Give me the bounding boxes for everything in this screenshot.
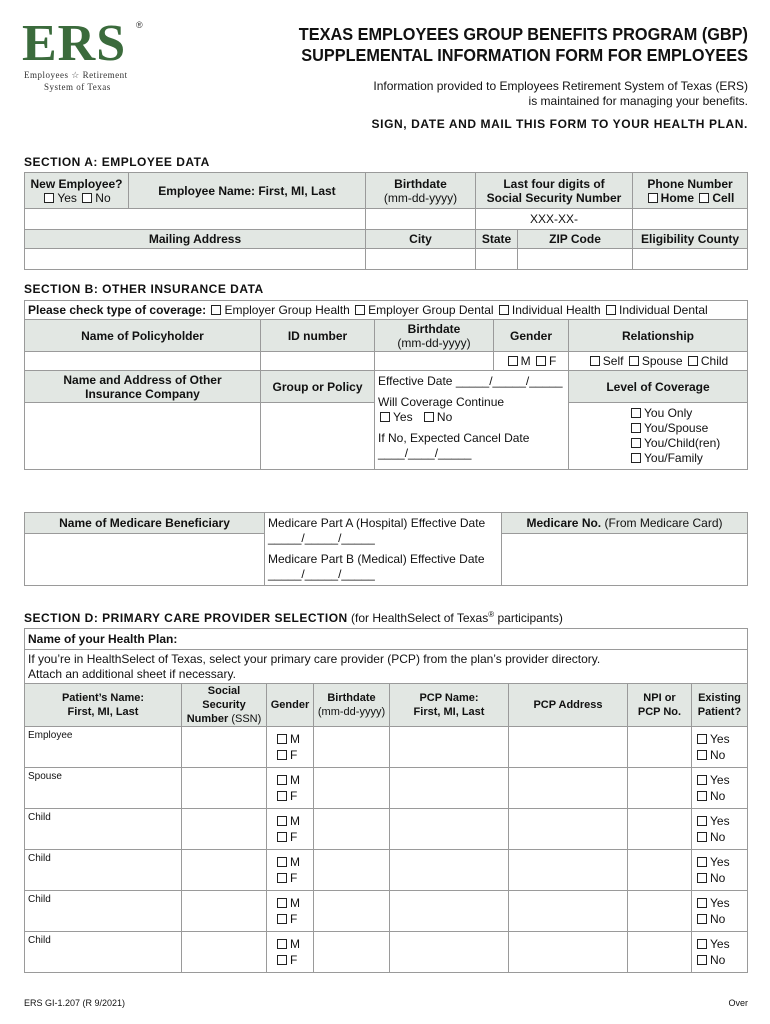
medicare-no-header [502, 513, 748, 534]
county-field[interactable] [633, 249, 748, 270]
pcp-name-header [390, 684, 509, 727]
patient-type-label: Child [28, 812, 51, 823]
level-label: You/Spouse [644, 421, 709, 435]
gender-m-checkbox[interactable] [508, 356, 518, 366]
no-label: No [436, 410, 453, 424]
you-spouse-checkbox[interactable] [631, 423, 641, 433]
medicare-table [24, 512, 748, 586]
if-no-label: If No, Expected Cancel Date [378, 431, 530, 445]
self-checkbox[interactable] [590, 356, 600, 366]
birthdate-format: (mm-dd-yyyy) [397, 335, 471, 350]
existing-options [692, 850, 748, 891]
logo-tagline [24, 70, 128, 81]
pcp-name-field[interactable] [390, 727, 509, 768]
m-label: M [290, 855, 300, 869]
coverage-type-label: Individual Health [511, 303, 601, 317]
existing-options [692, 727, 748, 768]
title-line1: TEXAS EMPLOYEES GROUP BENEFITS PROGRAM (GBP) [298, 24, 748, 44]
home-label: Home [660, 190, 694, 205]
phone-field[interactable] [633, 209, 748, 230]
section-d-heading: SECTION D: PRIMARY CARE PROVIDER SELECTION [24, 611, 348, 625]
city-field[interactable] [366, 249, 476, 270]
m-label: M [290, 732, 300, 746]
mailing-address-header: Mailing Address [25, 230, 366, 249]
ssn-field[interactable] [182, 891, 267, 932]
zip-field[interactable] [518, 249, 633, 270]
gender-m-checkbox[interactable] [277, 939, 287, 949]
section-d-title [24, 610, 563, 625]
npi-field[interactable] [628, 891, 692, 932]
npi-field[interactable] [628, 850, 692, 891]
patient-type-label: Child [28, 935, 51, 946]
existing-no-checkbox[interactable] [697, 791, 707, 801]
instruction-line1: If you’re in HealthSelect of Texas, select your primary care provider (PCP) from the plan’s provider directory. [28, 651, 601, 666]
pcp-name-field[interactable] [390, 768, 509, 809]
section-b-title: SECTION B: OTHER INSURANCE DATA [24, 282, 264, 296]
child-checkbox[interactable] [688, 356, 698, 366]
yes-label: Yes [710, 732, 730, 746]
ssn-line2: Social Security Number [486, 190, 622, 205]
f-label: F [549, 354, 557, 368]
col-line: PCP No. [637, 706, 682, 718]
patient-name-field[interactable] [25, 850, 182, 891]
logo-line1: Employees [24, 70, 69, 80]
birthdate-field[interactable] [314, 850, 390, 891]
patient-name-field[interactable] [25, 932, 182, 973]
m-label: M [290, 896, 300, 910]
existing-yes-checkbox[interactable] [697, 775, 707, 785]
col-line: First, MI, Last [413, 706, 485, 718]
patient-type-label: Employee [28, 730, 73, 741]
level-coverage-header: Level of Coverage [569, 371, 748, 403]
gender-col-header: Gender [267, 684, 314, 727]
col-line: Number [186, 713, 229, 725]
gender-f-checkbox[interactable] [277, 791, 287, 801]
no-label: No [710, 748, 726, 762]
you-family-checkbox[interactable] [631, 453, 641, 463]
pcp-address-field[interactable] [509, 932, 628, 973]
employee-name-header: Employee Name: First, MI, Last [129, 173, 366, 209]
birthdate-field[interactable] [314, 768, 390, 809]
ssn-field[interactable] [182, 932, 267, 973]
pcp-address-field[interactable] [509, 768, 628, 809]
ssn-field[interactable] [182, 727, 267, 768]
pcp-name-field[interactable] [390, 891, 509, 932]
pcp-name-field[interactable] [390, 809, 509, 850]
section-d-note-end: participants) [494, 611, 563, 625]
col-line: (mm-dd-yyyy) [317, 706, 386, 718]
pcp-address-field[interactable] [509, 891, 628, 932]
no-label: No [95, 190, 111, 205]
no-label: No [710, 871, 726, 885]
spouse-label: Spouse [641, 354, 683, 368]
part-a-label: Medicare Part A (Hospital) Effective Date [268, 516, 486, 530]
over-label: Over [728, 998, 748, 1008]
m-label: M [290, 937, 300, 951]
other-insurance-header [25, 371, 261, 403]
employer-health-checkbox[interactable] [211, 305, 221, 315]
new-employee-label: New Employee? [30, 176, 123, 191]
pcp-address-field[interactable] [509, 850, 628, 891]
existing-yes-checkbox[interactable] [697, 734, 707, 744]
yes-label: Yes [710, 773, 730, 787]
b-birthdate-header [375, 320, 494, 352]
coverage-type-label: Employer Group Health [224, 303, 350, 317]
f-label: F [290, 789, 298, 803]
state-field[interactable] [476, 249, 518, 270]
ssn-header [476, 173, 633, 209]
level-label: You/Child(ren) [644, 436, 721, 450]
coverage-dates-cell [375, 371, 569, 470]
gender-m-checkbox[interactable] [277, 775, 287, 785]
existing-no-checkbox[interactable] [697, 873, 707, 883]
gender-header: Gender [494, 320, 569, 352]
pcp-table-row [25, 932, 748, 973]
pcp-address-header: PCP Address [509, 684, 628, 727]
col-line: Birthdate [327, 692, 376, 704]
you-children-checkbox[interactable] [631, 438, 641, 448]
zip-header: ZIP Code [518, 230, 633, 249]
relationship-header: Relationship [569, 320, 748, 352]
gender-m-checkbox[interactable] [277, 734, 287, 744]
will-continue-label: Will Coverage Continue [378, 395, 505, 409]
logo-registered: ® [136, 20, 143, 30]
id-number-header: ID number [261, 320, 375, 352]
phone-home-checkbox[interactable] [648, 193, 658, 203]
plan-name-label: Name of your Health Plan: [28, 632, 178, 646]
ssn-field[interactable] [476, 209, 633, 230]
check-type-label: Please check type of coverage: [28, 303, 207, 317]
pcp-address-field[interactable] [509, 727, 628, 768]
phone-label: Phone Number [647, 176, 733, 191]
patient-name-field[interactable] [25, 727, 182, 768]
pcp-table-row [25, 727, 748, 768]
section-d-table [24, 628, 748, 973]
existing-yes-checkbox[interactable] [697, 816, 707, 826]
gender-f-checkbox[interactable] [277, 914, 287, 924]
existing-no-checkbox[interactable] [697, 750, 707, 760]
pcp-table-row [25, 850, 748, 891]
col-line: Patient’s Name: [61, 692, 145, 704]
coverage-type-label: Individual Dental [618, 303, 708, 317]
individual-dental-checkbox[interactable] [606, 305, 616, 315]
pcp-instructions [25, 650, 748, 684]
existing-options [692, 809, 748, 850]
birthdate-col-header [314, 684, 390, 727]
gender-f-checkbox[interactable] [536, 356, 546, 366]
gender-f-checkbox[interactable] [277, 750, 287, 760]
existing-yes-checkbox[interactable] [697, 939, 707, 949]
ssn-line1: Last four digits of [503, 176, 605, 191]
instruction-line2: Attach an additional sheet if necessary. [28, 666, 236, 681]
registered-mark: ® [488, 610, 495, 619]
state-header: State [476, 230, 518, 249]
no-label: No [710, 953, 726, 967]
birthdate-format: (mm-dd-yyyy) [383, 190, 458, 205]
you-only-checkbox[interactable] [631, 408, 641, 418]
npi-field[interactable] [628, 768, 692, 809]
phone-header [633, 173, 748, 209]
cell-label: Cell [712, 190, 735, 205]
existing-no-checkbox[interactable] [697, 914, 707, 924]
child-label: Child [700, 354, 729, 368]
yes-label: Yes [710, 855, 730, 869]
relationship-options [569, 352, 748, 371]
policyholder-header: Name of Policyholder [25, 320, 261, 352]
beneficiary-field[interactable] [25, 534, 265, 586]
section-d-note: (for HealthSelect of Texas [351, 611, 489, 625]
pcp-table-row [25, 809, 748, 850]
self-label: Self [602, 354, 624, 368]
group-policy-header: Group or Policy [261, 371, 375, 403]
existing-no-checkbox[interactable] [697, 955, 707, 965]
gender-options [494, 352, 569, 371]
existing-patient-header [692, 684, 748, 727]
b-birthdate-field[interactable] [375, 352, 494, 371]
f-label: F [290, 830, 298, 844]
patient-type-label: Child [28, 853, 51, 864]
patient-name-field[interactable] [25, 891, 182, 932]
gender-f-checkbox[interactable] [277, 873, 287, 883]
ssn-prefix: XXX-XX- [530, 212, 579, 226]
existing-options [692, 768, 748, 809]
birthdate-field[interactable] [366, 209, 476, 230]
gender-options [267, 932, 314, 973]
other-ins-line1: Name and Address of Other [63, 372, 222, 387]
gender-m-checkbox[interactable] [277, 898, 287, 908]
employee-name-field[interactable] [25, 209, 366, 230]
beneficiary-header: Name of Medicare Beneficiary [25, 513, 265, 534]
logo-line2: System of Texas [44, 82, 111, 92]
effective-date: Effective Date _____/_____/_____ [378, 374, 563, 388]
info-text [373, 79, 748, 109]
pcp-table-row [25, 891, 748, 932]
f-label: F [290, 953, 298, 967]
individual-health-checkbox[interactable] [499, 305, 509, 315]
pcp-name-field[interactable] [390, 932, 509, 973]
birthdate-field[interactable] [314, 727, 390, 768]
birthdate-label: Birthdate [394, 176, 447, 191]
gender-options [267, 768, 314, 809]
gender-options [267, 891, 314, 932]
texas-star-icon: ☆ [71, 70, 80, 80]
existing-yes-checkbox[interactable] [697, 898, 707, 908]
yes-label: Yes [710, 896, 730, 910]
m-label: M [290, 814, 300, 828]
coverage-type-label: Employer Group Dental [368, 303, 494, 317]
pcp-address-field[interactable] [509, 809, 628, 850]
medicare-dates-cell [265, 513, 502, 586]
logo-letters: ERS [22, 15, 127, 72]
npi-field[interactable] [628, 809, 692, 850]
existing-yes-checkbox[interactable] [697, 857, 707, 867]
level-options [569, 403, 748, 470]
col-line: First, MI, Last [67, 706, 139, 718]
col-line: Social Security [202, 685, 246, 711]
col-line: NPI or [643, 692, 676, 704]
info-line1: Information provided to Employees Retirement System of Texas (ERS) [373, 79, 748, 93]
title-line2: SUPPLEMENTAL INFORMATION FORM FOR EMPLOYEES [301, 45, 748, 65]
gender-f-checkbox[interactable] [277, 955, 287, 965]
health-plan-name-row[interactable] [25, 629, 748, 650]
gender-options [267, 727, 314, 768]
gender-f-checkbox[interactable] [277, 832, 287, 842]
info-line2: is maintained for managing your benefits. [528, 94, 748, 108]
patient-name-field[interactable] [25, 809, 182, 850]
form-id: ERS GI-1.207 (R 9/2021) [24, 998, 126, 1008]
section-a-title: SECTION A: EMPLOYEE DATA [24, 155, 210, 169]
pcp-name-field[interactable] [390, 850, 509, 891]
m-label: M [520, 354, 531, 368]
policyholder-field[interactable] [25, 352, 261, 371]
continue-yes-checkbox[interactable] [380, 412, 390, 422]
npi-header [628, 684, 692, 727]
birthdate-field[interactable] [314, 932, 390, 973]
id-number-field[interactable] [261, 352, 375, 371]
birthdate-field[interactable] [314, 891, 390, 932]
f-label: F [290, 748, 298, 762]
part-b-blank: _____/_____/_____ [268, 567, 375, 581]
gender-m-checkbox[interactable] [277, 857, 287, 867]
ers-logo [22, 15, 147, 98]
ssn-field[interactable] [182, 809, 267, 850]
form-title [299, 24, 748, 66]
gender-options [267, 850, 314, 891]
patient-type-label: Spouse [28, 771, 62, 782]
mail-instruction: SIGN, DATE AND MAIL THIS FORM TO YOUR HEALTH PLAN. [371, 117, 748, 131]
no-label: No [710, 789, 726, 803]
logo-line1b: Retirement [82, 70, 128, 80]
section-b-table [24, 300, 748, 470]
patient-type-label: Child [28, 894, 51, 905]
yes-label: Yes [710, 937, 730, 951]
ssn-col-header [182, 684, 267, 727]
group-policy-field[interactable] [261, 403, 375, 470]
new-employee-yes-checkbox[interactable] [44, 193, 54, 203]
existing-no-checkbox[interactable] [697, 832, 707, 842]
yes-label: Yes [393, 410, 413, 424]
city-header: City [366, 230, 476, 249]
spouse-checkbox[interactable] [629, 356, 639, 366]
part-a-blank: _____/_____/_____ [268, 531, 375, 545]
mailing-address-field[interactable] [25, 249, 366, 270]
yes-label: Yes [57, 190, 77, 205]
ssn-field[interactable] [182, 850, 267, 891]
f-label: F [290, 912, 298, 926]
pcp-table-row [25, 768, 748, 809]
level-label: You/Family [644, 451, 703, 465]
no-label: No [710, 912, 726, 926]
coverage-type-row [25, 301, 748, 320]
yes-label: Yes [710, 814, 730, 828]
part-b-label: Medicare Part B (Medical) Effective Date [268, 552, 485, 566]
m-label: M [290, 773, 300, 787]
f-label: F [290, 871, 298, 885]
medicare-no-field[interactable] [502, 534, 748, 586]
patient-name-field[interactable] [25, 768, 182, 809]
npi-field[interactable] [628, 932, 692, 973]
birthdate-field[interactable] [314, 809, 390, 850]
employer-dental-checkbox[interactable] [355, 305, 365, 315]
col-line: Existing [698, 692, 741, 704]
no-label: No [710, 830, 726, 844]
birthdate-header [366, 173, 476, 209]
new-employee-no-checkbox[interactable] [82, 193, 92, 203]
phone-cell-checkbox[interactable] [699, 193, 709, 203]
npi-field[interactable] [628, 727, 692, 768]
new-employee-cell [25, 173, 129, 209]
medicare-no-note: (From Medicare Card) [604, 516, 723, 530]
existing-options [692, 891, 748, 932]
other-ins-line2: Insurance Company [85, 386, 200, 401]
continue-no-checkbox[interactable] [424, 412, 434, 422]
section-a-table [24, 172, 748, 270]
cancel-date-blank: ____/____/_____ [378, 446, 472, 460]
gender-m-checkbox[interactable] [277, 816, 287, 826]
patient-name-header [25, 684, 182, 727]
existing-options [692, 932, 748, 973]
col-line: PCP Name: [419, 692, 479, 704]
birthdate-label: Birthdate [407, 321, 461, 336]
gender-options [267, 809, 314, 850]
other-insurance-field[interactable] [25, 403, 261, 470]
pcp-rows [25, 727, 748, 973]
level-label: You Only [644, 406, 693, 420]
medicare-no-label: Medicare No. [526, 516, 602, 530]
county-header: Eligibility County [633, 230, 748, 249]
col-line: (SSN) [231, 713, 262, 725]
col-line: Patient? [697, 706, 742, 718]
ssn-field[interactable] [182, 768, 267, 809]
